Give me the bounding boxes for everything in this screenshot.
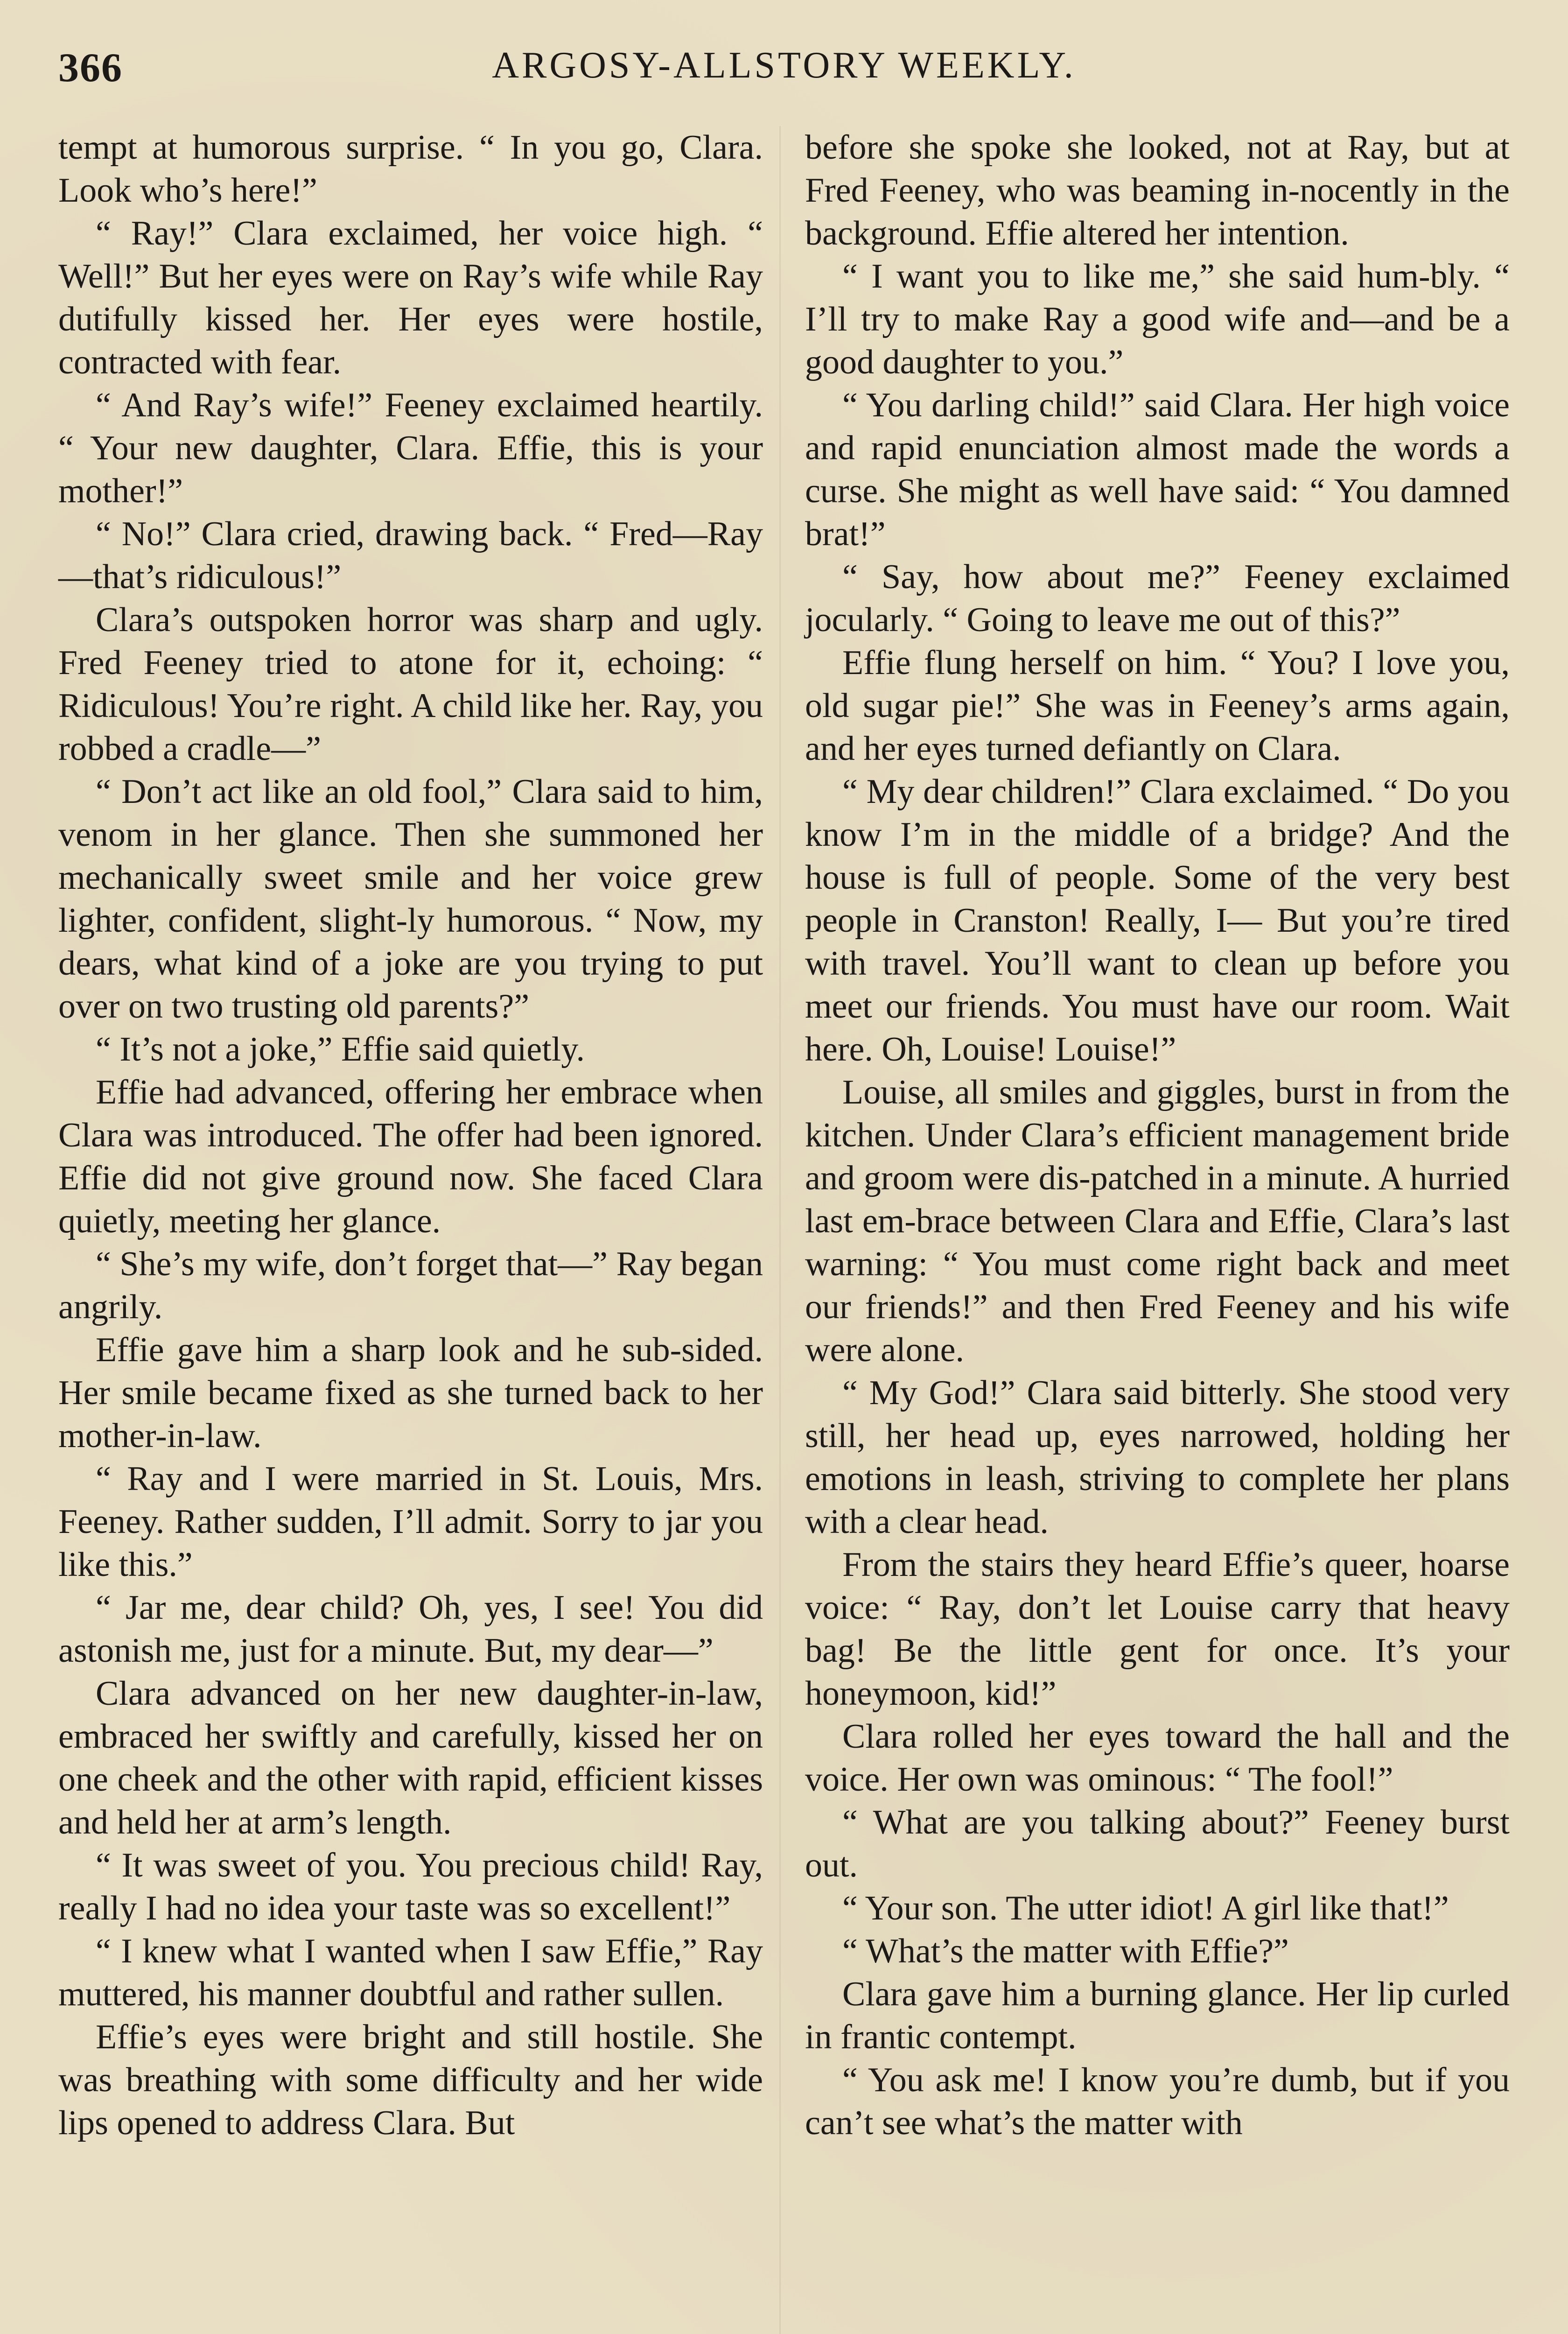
running-head: ARGOSY-ALLSTORY WEEKLY. bbox=[492, 45, 1076, 86]
paragraph: “ And Ray’s wife!” Feeney exclaimed heartily. “ Your new daughter, Clara. Effie, this is your mother!” bbox=[58, 386, 763, 510]
paragraph: “ My God!” Clara said bitterly. She stood very still, her head up, eyes narrowed, holding her emotions in leash, striving to complete her plans with a clear head. bbox=[805, 1374, 1510, 1541]
paragraph: tempt at humorous surprise. “ In you go, Clara. Look who’s here!” bbox=[58, 128, 763, 210]
paragraph: Clara’s outspoken horror was sharp and ugly. Fred Feeney tried to atone for it, echoing: “ Ridiculous! You’re right. A child like her. Ray, you robbed a cradle—” bbox=[58, 601, 763, 768]
paragraph: “ What are you talking about?” Feeney burst out. bbox=[805, 1803, 1510, 1884]
paragraph: Clara rolled her eyes toward the hall and the voice. Her own was ominous: “ The fool!” bbox=[805, 1717, 1510, 1799]
paragraph: Clara gave him a burning glance. Her lip curled in frantic contempt. bbox=[805, 1975, 1510, 2056]
paragraph: Clara advanced on her new daughter-in-law, embraced her swiftly and carefully, kissed her on one cheek and the other with rapid, efficient kisses and held her at arm’s length. bbox=[58, 1674, 763, 1842]
paragraph: “ You ask me! I know you’re dumb, but if you can’t see what’s the matter with bbox=[805, 2061, 1510, 2142]
paragraph: “ Say, how about me?” Feeney exclaimed jocularly. “ Going to leave me out of this?” bbox=[805, 558, 1510, 639]
paragraph: Effie gave him a sharp look and he sub-sided. Her smile became fixed as she turned back to her mother-in-law. bbox=[58, 1331, 763, 1455]
paragraph: “ Jar me, dear child? Oh, yes, I see! You did astonish me, just for a minute. But, my dear—” bbox=[58, 1589, 763, 1670]
paragraph: “ My dear children!” Clara exclaimed. “ Do you know I’m in the middle of a bridge? And the house is full of people. Some of the very best people in Cranston! Really, I— But you’re tired with travel. You’ll want to clean up before you meet our friends. You must have our room. Wait here. Oh, Louise! Louise!” bbox=[805, 773, 1510, 1069]
paragraph: “ You darling child!” said Clara. Her high voice and rapid enunciation almost made the words a curse. She might as well have said: “ You damned brat!” bbox=[805, 386, 1510, 553]
right-column bbox=[805, 126, 1510, 2144]
paragraph: “ What’s the matter with Effie?” bbox=[842, 1932, 1289, 1970]
column-gutter bbox=[779, 126, 781, 2334]
paragraph: “ It’s not a joke,” Effie said quietly. bbox=[96, 1030, 585, 1069]
paragraph: “ No!” Clara cried, drawing back. “ Fred—Ray—that’s ridiculous!” bbox=[58, 515, 763, 596]
paragraph: “ I knew what I wanted when I saw Effie,” Ray muttered, his manner doubtful and rather sullen. bbox=[58, 1932, 763, 2013]
paragraph: “ Ray and I were married in St. Louis, Mrs. Feeney. Rather sudden, I’ll admit. Sorry to jar you like this.” bbox=[58, 1460, 763, 1584]
paragraph: Effie had advanced, offering her embrace when Clara was introduced. The offer had been ignored. Effie did not give ground now. She faced Clara quietly, meeting her glance. bbox=[58, 1073, 763, 1240]
paragraph: Effie’s eyes were bright and still hostile. She was breathing with some difficulty and her wide lips opened to address Clara. But bbox=[58, 2018, 763, 2142]
left-column bbox=[58, 126, 763, 2144]
paragraph: From the stairs they heard Effie’s queer, hoarse voice: “ Ray, don’t let Louise carry that heavy bag! Be the little gent for once. It’s your honeymoon, kid!” bbox=[805, 1546, 1510, 1713]
paragraph: Louise, all smiles and giggles, burst in from the kitchen. Under Clara’s efficient management bride and groom were dis-patched in a minute. A hurried last em-brace between Clara and Effie, Clara’s last warning: “ You must come right back and meet our friends!” and then Fred Feeney and his wife were alone. bbox=[805, 1073, 1510, 1369]
paragraph: “ Don’t act like an old fool,” Clara said to him, venom in her glance. Then she summoned her mechanically sweet smile and her voice grew lighter, confident, slight-ly humorous. “ Now, my dears, what kind of a joke are you trying to put over on two trusting old parents?” bbox=[58, 773, 763, 1026]
paragraph: “ It was sweet of you. You precious child! Ray, really I had no idea your taste was so excellent!” bbox=[58, 1846, 763, 1927]
paragraph: before she spoke she looked, not at Ray, but at Fred Feeney, who was beaming in-nocently in the background. Effie altered her intention. bbox=[805, 128, 1510, 253]
paragraph: “ I want you to like me,” she said hum-bly. “ I’ll try to make Ray a good wife and—and be a good daughter to you.” bbox=[805, 257, 1510, 381]
paragraph: “ She’s my wife, don’t forget that—” Ray began angrily. bbox=[58, 1245, 763, 1326]
paragraph: “ Ray!” Clara exclaimed, her voice high. “ Well!” But her eyes were on Ray’s wife while Ray dutifully kissed her. Her eyes were hostile, contracted with fear. bbox=[58, 214, 763, 381]
page-number: 366 bbox=[58, 45, 123, 91]
paragraph: “ Your son. The utter idiot! A girl like that!” bbox=[842, 1889, 1449, 1927]
paragraph: Effie flung herself on him. “ You? I love you, old sugar pie!” She was in Feeney’s arms again, and her eyes turned defiantly on Clara. bbox=[805, 644, 1510, 768]
